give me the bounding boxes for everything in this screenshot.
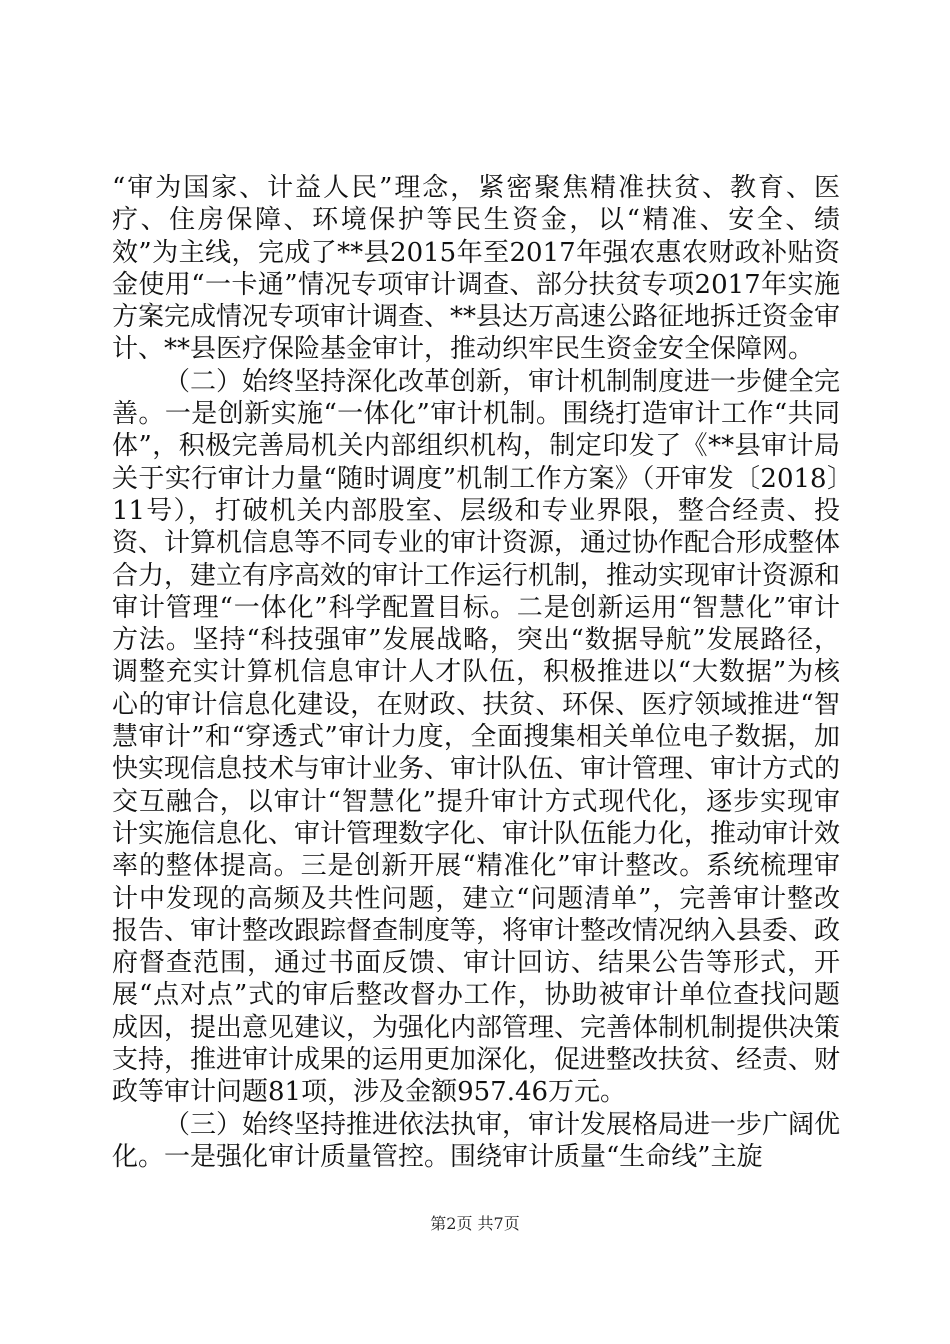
page-footer: 第2页 共7页 [430, 1214, 520, 1233]
paragraph-reform-innovation: （二）始终坚持深化改革创新，审计机制制度进一步健全完善。一是创新实施“一体化”审计机制。围绕打造审计工作“共同体”，积极完善局机关内部组织机构，制定印发了《**县审计局关于实行审计力量“随时调度”机制工作方案》（开审发〔2018〕11号），打破机关内部股室、层级和专业界限，整合经责、投资、计算机信息等不同专业的审计资源，通过协作配合形成整体合力，建立有序高效的审计工作运行机制，推动实现审计资源和审计管理“一体化”科学配置目标。二是创新运用“智慧化”审计方法。坚持“科技强审”发展战略，突出“数据导航”发展路径，调整充实计算机信息审计人才队伍，积极推进以“大数据”为核心的审计信息化建设，在财政、扶贫、环保、医疗领域推进“智慧审计”和“穿透式”审计力度，全面搜集相关单位电子数据，加快实现信息技术与审计业务、审计队伍、审计管理、审计方式的交互融合，以审计“智慧化”提升审计方式现代化，逐步实现审计实施信息化、审计管理数字化、审计队伍能力化，推动审计效率的整体提高。三是创新开展“精准化”审计整改。系统梳理审计中发现的高频及共性问题，建立“问题清单”，完善审计整改报告、审计整改跟踪督查制度等，将审计整改情况纳入县委、政府督查范围，通过书面反馈、审计回访、结果公告等形式，开展“点对点”式的审后整改督办工作，协助被审计单位查找问题成因，提出意见建议，为强化内部管理、完善体制机制提供决策支持，推进审计成果的运用更加深化，促进整改扶贫、经责、财政等审计问题81项，涉及金额957.46万元。 [112, 366, 841, 1108]
paragraph-livelihood-funds: “审为国家、计益人民”理念，紧密聚焦精准扶贫、教育、医疗、住房保障、环境保护等民生资金，以“精准、安全、绩效”为主线，完成了**县2015年至2017年强农惠农财政补贴资金使用“一卡通”情况专项审计调查、部分扶贫专项2017年实施方案完成情况专项审计调查、**县达万高速公路征地拆迁资金审计、**县医疗保险基金审计，推动织牢民生资金安全保障网。 [112, 173, 841, 365]
paragraph-law-based-audit: （三）始终坚持推进依法执审，审计发展格局进一步广阔优化。一是强化审计质量管控。围绕审计质量“生命线”主旋 [112, 1109, 841, 1172]
document-body [112, 172, 840, 1173]
